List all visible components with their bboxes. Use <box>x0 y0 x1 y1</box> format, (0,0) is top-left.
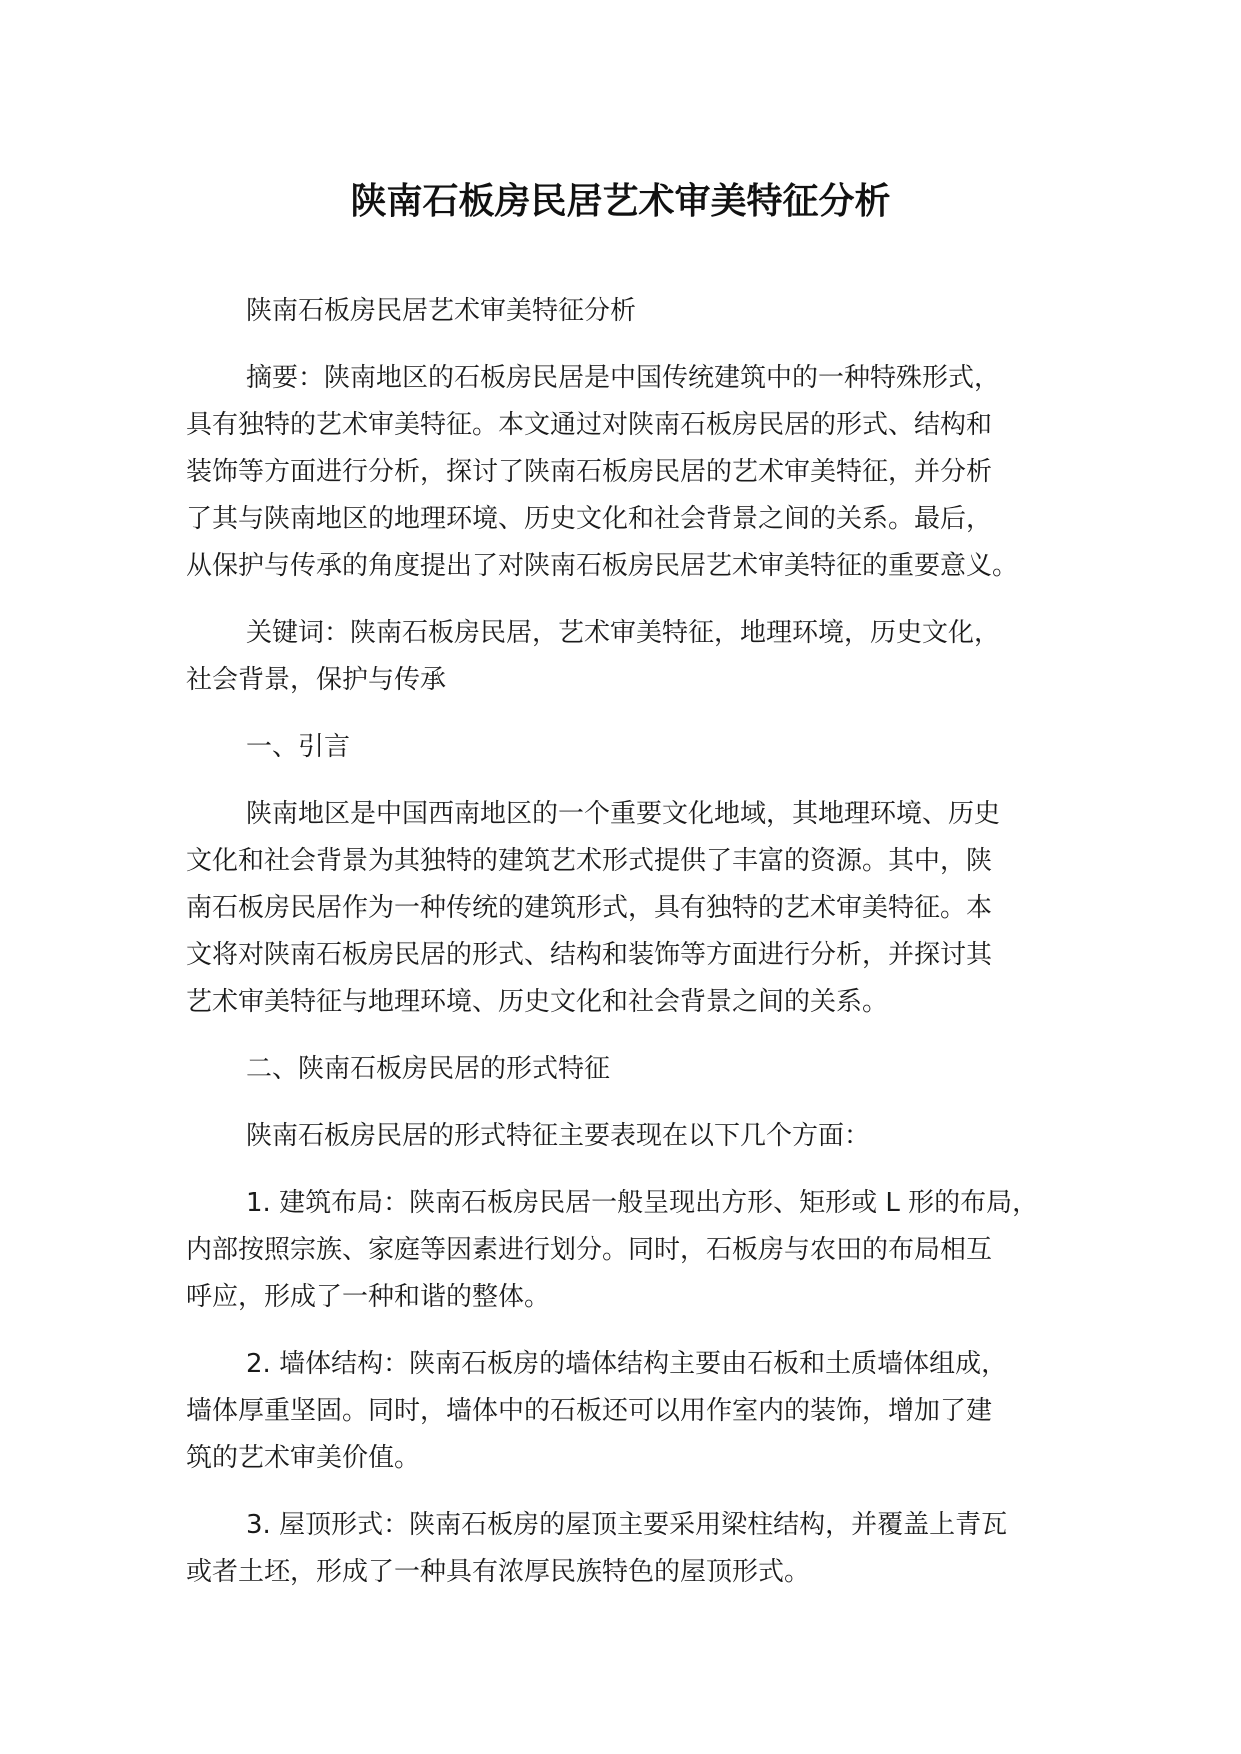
paragraph-line: 摘要：陕南地区的石板房民居是中国传统建筑中的一种特殊形式， <box>246 363 1001 393</box>
paragraph-intro <box>186 791 1056 1026</box>
paragraph-line: 一、引言 <box>246 732 351 762</box>
paragraph-section-2-intro <box>186 1113 1056 1160</box>
paragraph-section-2-heading <box>186 1046 1056 1093</box>
paragraph-line: 装饰等方面进行分析，探讨了陕南石板房民居的艺术审美特征，并分析 <box>186 457 993 487</box>
paragraph-line: 文将对陕南石板房民居的形式、结构和装饰等方面进行分析，并探讨其 <box>186 940 993 970</box>
paragraph-item-3 <box>186 1502 1056 1596</box>
paragraph-line: 社会背景，保护与传承 <box>186 665 447 695</box>
paragraph-section-1-heading <box>186 724 1056 771</box>
document-body <box>186 288 1056 1616</box>
paragraph-line: 艺术审美特征与地理环境、历史文化和社会背景之间的关系。 <box>186 987 889 1017</box>
paragraph-line: 呼应，形成了一种和谐的整体。 <box>186 1282 551 1312</box>
paragraph-line: 陕南石板房民居艺术审美特征分析 <box>246 296 637 326</box>
paragraph-subtitle <box>186 288 1056 335</box>
paragraph-line: 1. 建筑布局：陕南石板房民居一般呈现出方形、矩形或 L 形的布局， <box>246 1188 1039 1218</box>
paragraph-line: 从保护与传承的角度提出了对陕南石板房民居艺术审美特征的重要意义。 <box>186 551 1019 581</box>
document-title: 陕南石板房民居艺术审美特征分析 <box>350 181 891 222</box>
paragraph-line: 具有独特的艺术审美特征。本文通过对陕南石板房民居的形式、结构和 <box>186 410 993 440</box>
paragraph-line: 内部按照宗族、家庭等因素进行划分。同时，石板房与农田的布局相互 <box>186 1235 993 1265</box>
paragraph-item-1 <box>186 1180 1056 1321</box>
paragraph-line: 筑的艺术审美价值。 <box>186 1443 421 1473</box>
paragraph-line: 陕南地区是中国西南地区的一个重要文化地域，其地理环境、历史 <box>246 799 1001 829</box>
paragraph-line: 二、陕南石板房民居的形式特征 <box>246 1054 611 1084</box>
paragraph-item-2 <box>186 1341 1056 1482</box>
paragraph-line: 陕南石板房民居的形式特征主要表现在以下几个方面： <box>246 1121 871 1151</box>
paragraph-line: 了其与陕南地区的地理环境、历史文化和社会背景之间的关系。最后， <box>186 504 993 534</box>
paragraph-line: 关键词：陕南石板房民居，艺术审美特征，地理环境，历史文化， <box>246 618 1001 648</box>
paragraph-line: 3. 屋顶形式：陕南石板房的屋顶主要采用梁柱结构，并覆盖上青瓦 <box>246 1510 1008 1540</box>
paragraph-line: 墙体厚重坚固。同时，墙体中的石板还可以用作室内的装饰，增加了建 <box>186 1396 993 1426</box>
paragraph-abstract <box>186 355 1056 590</box>
paragraph-line: 或者土坯，形成了一种具有浓厚民族特色的屋顶形式。 <box>186 1557 811 1587</box>
paragraph-line: 2. 墙体结构：陕南石板房的墙体结构主要由石板和土质墙体组成， <box>246 1349 1008 1379</box>
paragraph-line: 文化和社会背景为其独特的建筑艺术形式提供了丰富的资源。其中，陕 <box>186 846 993 876</box>
paragraph-line: 南石板房民居作为一种传统的建筑形式，具有独特的艺术审美特征。本 <box>186 893 993 923</box>
paragraph-keywords <box>186 610 1056 704</box>
